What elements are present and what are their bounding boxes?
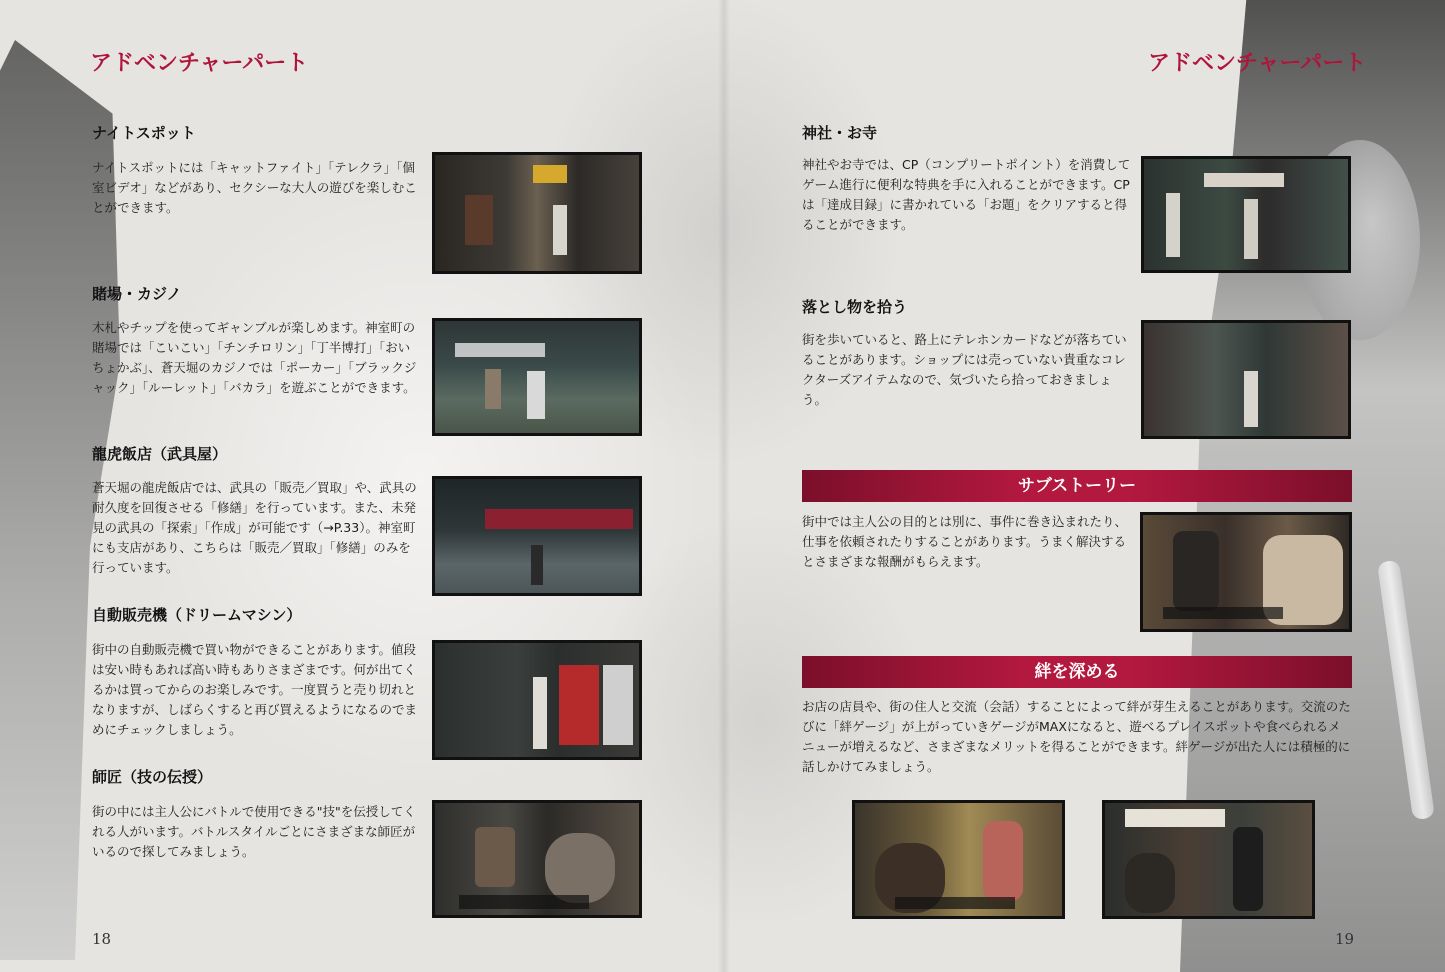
section-text-casino: 木札やチップを使ってギャンブルが楽しめます。神室町の賭場では「こいこい」「チンチロリン」「丁半博打」「おいちょかぶ」、蒼天堀のカジノでは「ポーカー」「ブラックジャック」「ルーレット」「バカラ」を遊ぶことができます。 [92,320,417,395]
section-text-ryuko: 蒼天堀の龍虎飯店では、武具の「販売／買取」や、武具の耐久度を回復させる「修繕」を行っています。また、未発見の武具の「探索」「作成」が可能です（→P.33）。神室町にも支店があり、こちらは「販売／買取」「修繕」のみを行っています。 [92,480,417,575]
screenshot-lost-item [1141,320,1351,439]
section-title-master: 師匠（技の伝授） [92,768,213,786]
screenshot-ryuko [432,476,642,596]
section-title-vending: 自動販売機（ドリームマシン） [92,606,302,624]
screenshot-vending [432,640,642,760]
section-text-bond: お店の店員や、街の住人と交流（会話）することによって絆が芽生えることがあります。交流のたびに「絆ゲージ」が上がっていきゲージがMAXになると、遊べるプレイスポットや食べられるメニューが増えるなど、さまざまなメリットを得ることができます。絆ゲージが出た人には積極的に話しかけてみましょう。 [802,699,1351,774]
section-title-lost-item: 落とし物を拾う [802,298,908,316]
banner-substory: サブストーリー [802,470,1352,502]
page-gutter [718,0,730,972]
banner-bond: 絆を深める [802,656,1352,688]
section-title-night-spot: ナイトスポット [92,124,196,142]
section-text-vending: 街中の自動販売機で買い物ができることがあります。値段は安い時もあれば高い時もありさまざまです。何が出てくるかは買ってからのお楽しみです。一度買うと売り切れとなりますが、しばらくすると再び買えるようになるのでまめにチェックしましょう。 [92,642,418,737]
page-number-right: 19 [1335,930,1355,948]
section-text-master: 街の中には主人公にバトルで使用できる"技"を伝授してくれる人がいます。バトルスタイルごとにさまざまな師匠がいるので探してみましょう。 [92,804,416,859]
section-text-shrine: 神社やお寺では、CP（コンプリートポイント）を消費してゲーム進行に便利な特典を手に入れることができます。CPは「達成目録」に書かれている「お題」をクリアすると得ることができます。 [802,157,1131,232]
page-number-left: 18 [92,930,112,948]
screenshot-master [432,800,642,918]
screenshot-bond-2 [1102,800,1315,919]
screenshot-bond-1 [852,800,1065,919]
screenshot-shrine [1141,156,1351,273]
section-title-shrine: 神社・お寺 [802,124,878,142]
page-header-left: アドベンチャーパート [90,50,309,76]
screenshot-casino [432,318,642,436]
section-text-night-spot: ナイトスポットには「キャットファイト」「テレクラ」「個室ビデオ」などがあり、セクシーな大人の遊びを楽しむことができます。 [92,160,417,215]
section-title-ryuko: 龍虎飯店（武具屋） [92,445,228,463]
screenshot-night-spot [432,152,642,274]
page-header-right: アドベンチャーパート [1148,50,1367,76]
section-title-casino: 賭場・カジノ [92,285,182,303]
section-text-substory: 街中では主人公の目的とは別に、事件に巻き込まれたり、仕事を依頼されたりすることがあります。うまく解決するとさまざまな報酬がもらえます。 [802,514,1128,569]
section-text-lost-item: 街を歩いていると、路上にテレホンカードなどが落ちていることがあります。ショップには売っていない貴重なコレクターズアイテムなので、気づいたら拾っておきましょう。 [802,332,1127,407]
screenshot-substory [1140,512,1352,632]
